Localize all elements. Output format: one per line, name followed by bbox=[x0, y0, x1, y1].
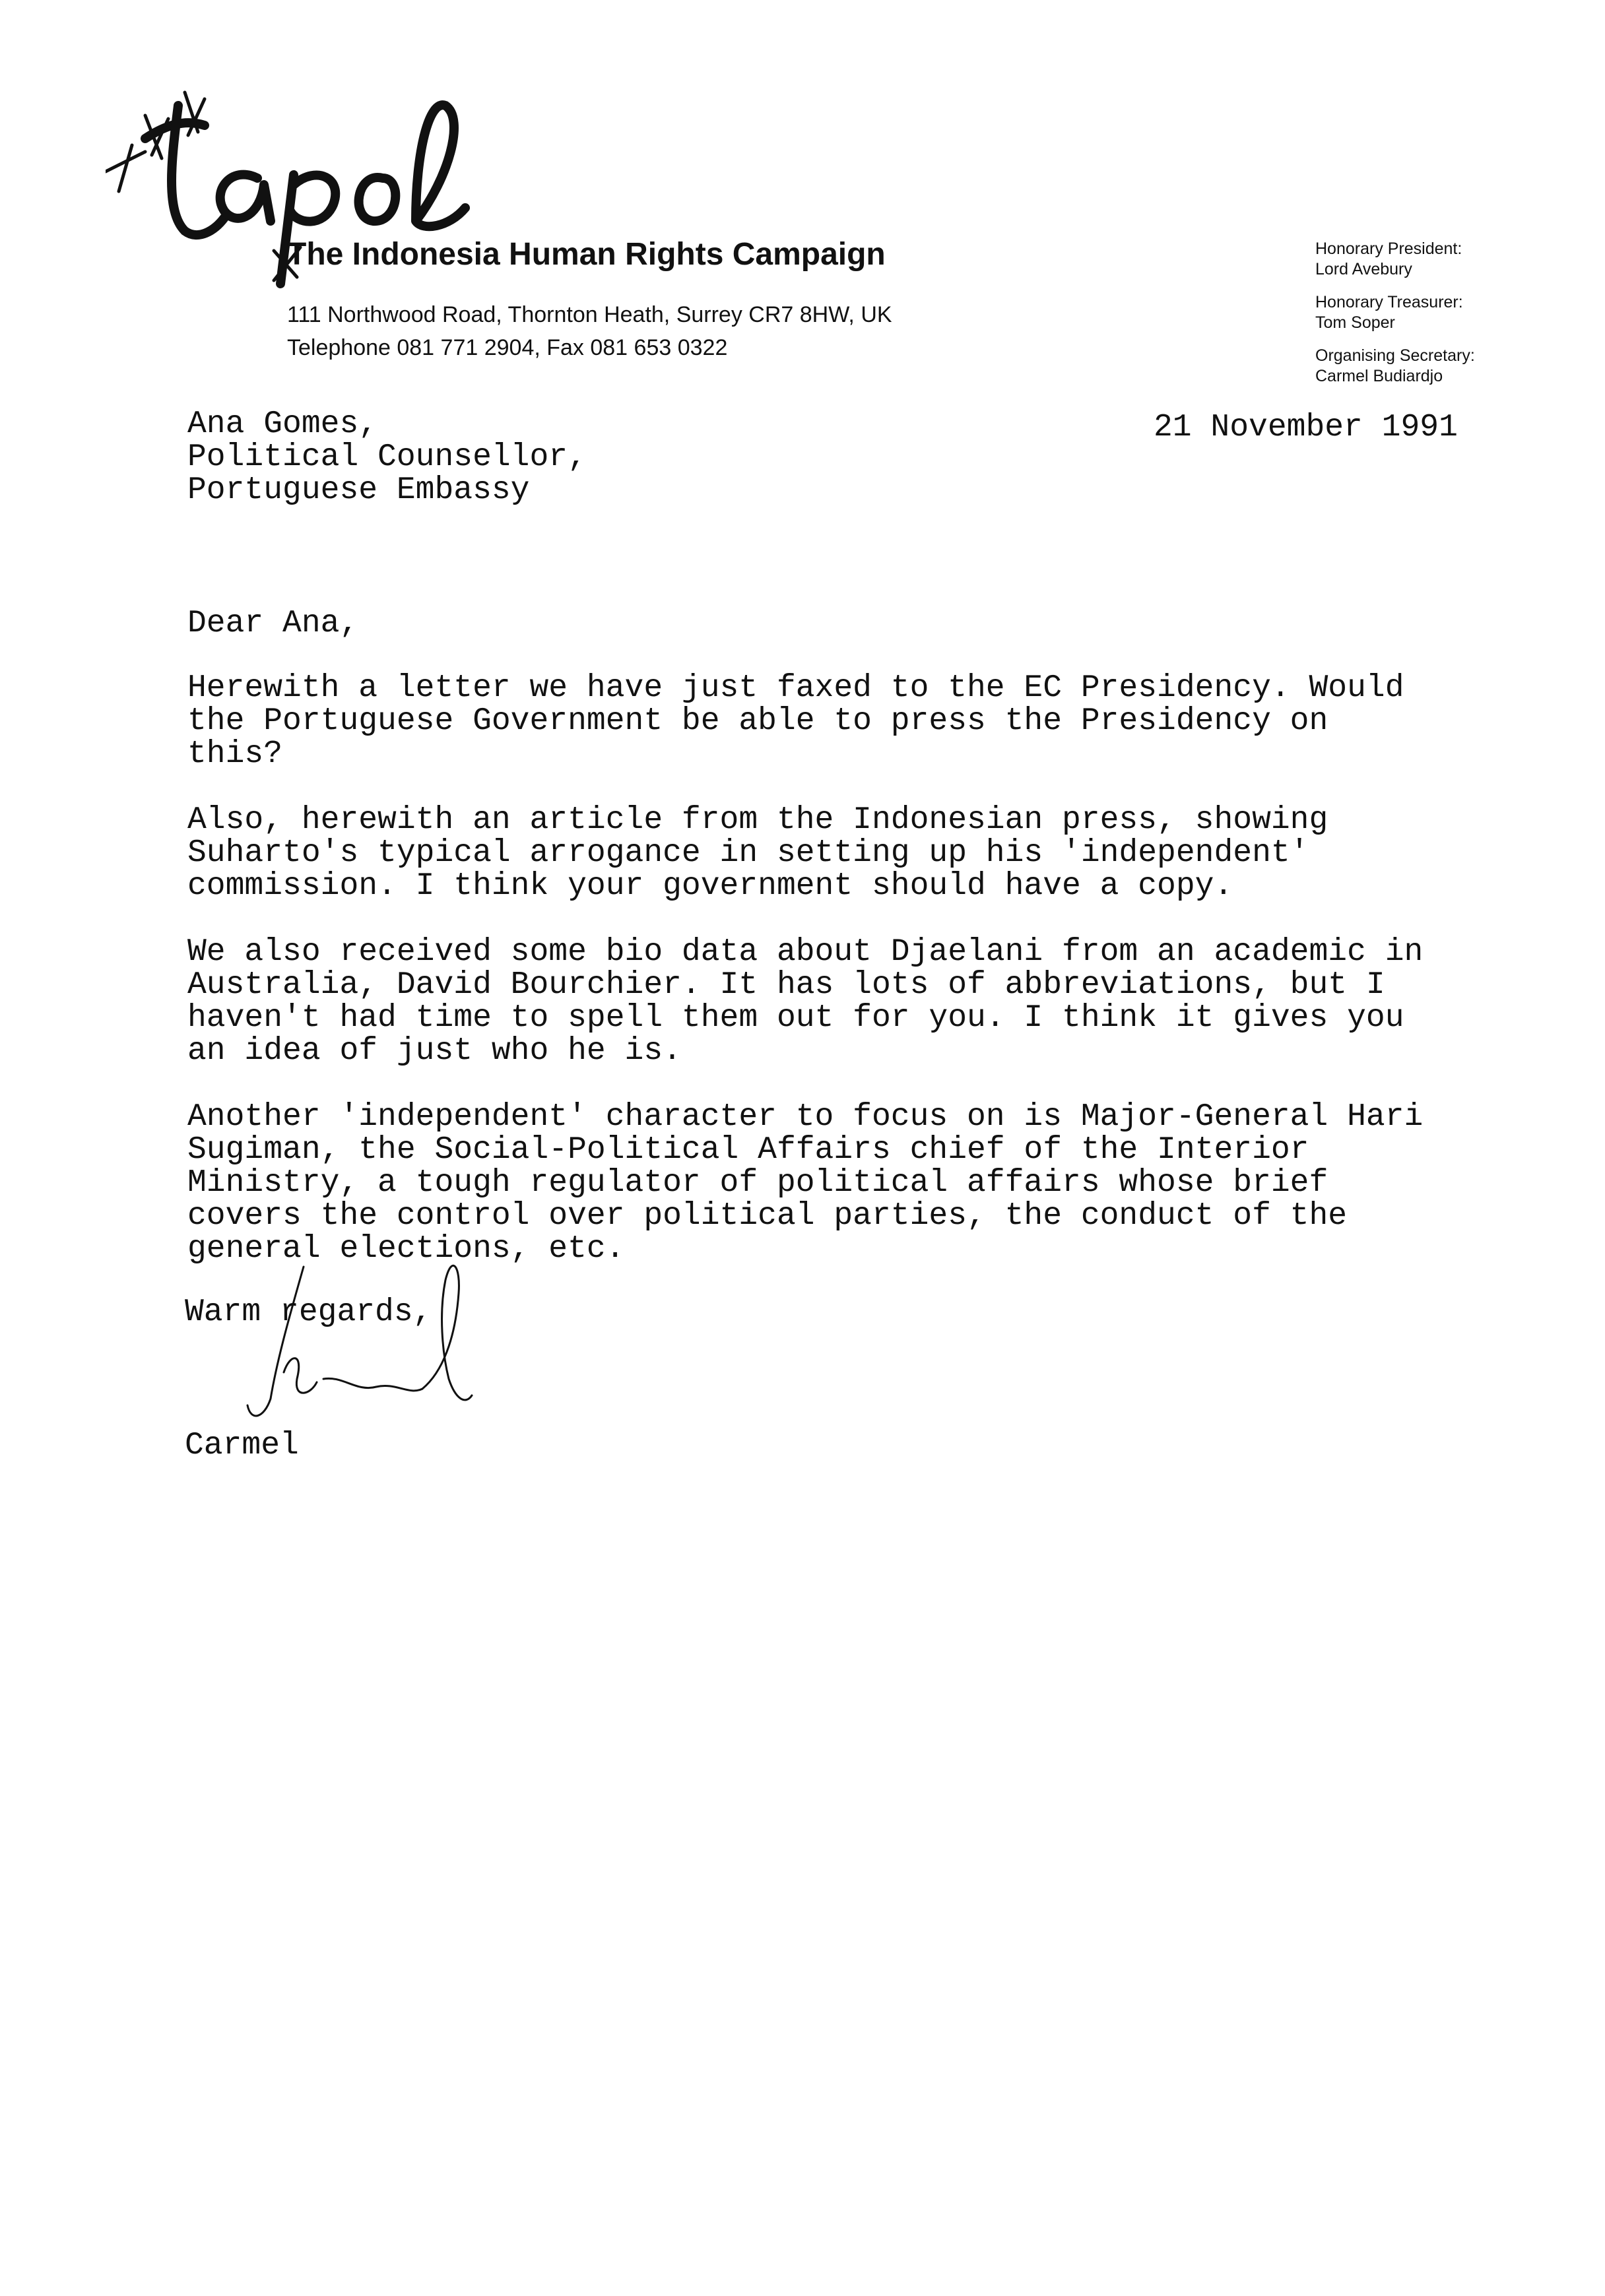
recipient-line: Portuguese Embassy bbox=[187, 472, 530, 508]
body-line: Also, herewith an article from the Indonesian press, showing bbox=[187, 802, 1328, 838]
body-line: Sugiman, the Social-Political Affairs chief of the Interior bbox=[187, 1132, 1309, 1168]
body-line: Another 'independent' character to focus on is Major-General Hari bbox=[187, 1099, 1424, 1135]
body-line: the Portuguese Government be able to press the Presidency on bbox=[187, 703, 1328, 739]
officer-role: Honorary President: bbox=[1315, 239, 1462, 258]
officers-list bbox=[1315, 239, 1475, 399]
body-line: We also received some bio data about Djaelani from an academic in bbox=[187, 934, 1424, 970]
org-name: The Indonesia Human Rights Campaign bbox=[287, 237, 886, 272]
officer-role: Organising Secretary: bbox=[1315, 346, 1475, 365]
body-line: general elections, etc. bbox=[187, 1231, 625, 1267]
phone-fax-line: Telephone 081 771 2904, Fax 081 653 0322 bbox=[287, 335, 728, 360]
body-line: covers the control over political parties, the conduct of the bbox=[187, 1198, 1348, 1234]
body-line: Australia, David Bourchier. It has lots of abbreviations, but I bbox=[187, 967, 1385, 1003]
body-line: Ministry, a tough regulator of political affairs whose brief bbox=[187, 1165, 1328, 1201]
address-line: 111 Northwood Road, Thornton Heath, Surrey CR7 8HW, UK bbox=[287, 302, 892, 327]
officer-name: Lord Avebury bbox=[1315, 260, 1412, 278]
officer-secretary bbox=[1315, 346, 1475, 387]
body-line: Herewith a letter we have just faxed to the EC Presidency. Would bbox=[187, 670, 1404, 706]
letter-body bbox=[187, 672, 1507, 1298]
recipient-line: Ana Gomes, bbox=[187, 406, 378, 442]
recipient-block bbox=[187, 408, 587, 507]
officer-president bbox=[1315, 239, 1475, 280]
body-line: Suharto's typical arrogance in setting up his 'independent' bbox=[187, 835, 1309, 871]
officer-role: Honorary Treasurer: bbox=[1315, 293, 1463, 311]
body-line: an idea of just who he is. bbox=[187, 1033, 682, 1069]
body-line: haven't had time to spell them out for you. I think it gives you bbox=[187, 1000, 1404, 1036]
closing: Warm regards, bbox=[185, 1294, 432, 1330]
body-line: this? bbox=[187, 736, 283, 772]
paragraph bbox=[187, 804, 1507, 903]
letter-date: 21 November 1991 bbox=[1154, 410, 1458, 445]
officer-name: Carmel Budiardjo bbox=[1315, 367, 1443, 385]
org-address bbox=[287, 298, 892, 364]
officer-name: Tom Soper bbox=[1315, 313, 1395, 332]
signer-name: Carmel bbox=[185, 1428, 299, 1463]
body-line: commission. I think your government should have a copy. bbox=[187, 868, 1233, 904]
recipient-line: Political Counsellor, bbox=[187, 439, 587, 475]
salutation: Dear Ana, bbox=[187, 606, 359, 641]
handwritten-signature bbox=[244, 1240, 508, 1438]
officer-treasurer bbox=[1315, 292, 1475, 333]
paragraph bbox=[187, 936, 1507, 1068]
paragraph bbox=[187, 672, 1507, 771]
